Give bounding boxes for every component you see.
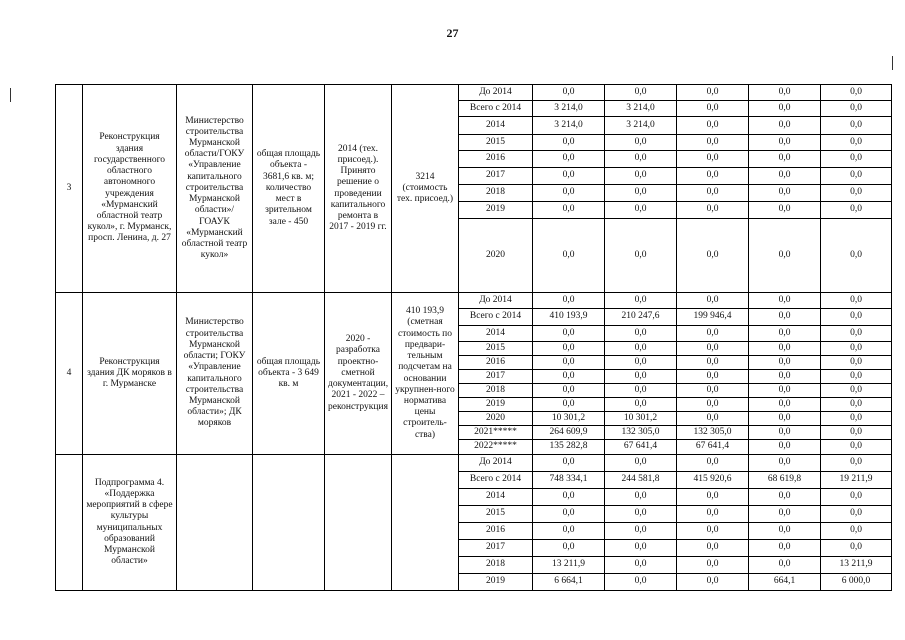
amount-cell: 0,0	[533, 168, 605, 185]
amount-cell: 0,0	[605, 219, 677, 293]
amount-cell: 0,0	[821, 455, 892, 472]
amount-cell: 0,0	[677, 540, 749, 557]
amount-cell: 0,0	[605, 574, 677, 591]
period-cell: Всего с 2014	[459, 472, 533, 489]
amount-cell: 0,0	[605, 202, 677, 219]
period-cell: 2015	[459, 342, 533, 356]
period-cell: До 2014	[459, 293, 533, 309]
amount-cell: 132 305,0	[677, 426, 749, 440]
table-row	[56, 293, 892, 309]
amount-cell: 0,0	[749, 117, 821, 135]
amount-cell: 0,0	[533, 356, 605, 370]
amount-cell: 0,0	[749, 326, 821, 342]
amount-cell: 3 214,0	[605, 117, 677, 135]
customer-cell	[177, 455, 253, 591]
amount-cell: 0,0	[821, 293, 892, 309]
amount-cell: 0,0	[749, 455, 821, 472]
period-cell: До 2014	[459, 455, 533, 472]
amount-cell: 0,0	[821, 151, 892, 168]
amount-cell: 0,0	[533, 185, 605, 202]
amount-cell: 415 920,6	[677, 472, 749, 489]
amount-cell: 0,0	[749, 342, 821, 356]
amount-cell: 0,0	[749, 202, 821, 219]
cost-cell	[392, 455, 459, 591]
amount-cell: 0,0	[749, 356, 821, 370]
amount-cell: 0,0	[605, 168, 677, 185]
period-cell: 2018	[459, 185, 533, 202]
amount-cell: 0,0	[677, 412, 749, 426]
amount-cell: 19 211,9	[821, 472, 892, 489]
amount-cell: 0,0	[677, 384, 749, 398]
capacity-cell: общая площадь объекта - 3681,6 кв. м; количество мест в зрительном зале - 450	[253, 85, 325, 293]
amount-cell: 0,0	[749, 101, 821, 117]
amount-cell: 0,0	[821, 523, 892, 540]
object-name-cell: Подпрограмма 4. «Поддержка мероприятий в сфере культуры муниципальных образований Мурманской области»	[83, 455, 177, 591]
amount-cell: 264 609,9	[533, 426, 605, 440]
amount-cell: 0,0	[533, 398, 605, 412]
amount-cell: 0,0	[605, 506, 677, 523]
amount-cell: 0,0	[605, 455, 677, 472]
amount-cell: 0,0	[605, 356, 677, 370]
amount-cell: 10 301,2	[533, 412, 605, 426]
object-name-cell: Реконструкция здания государственного областного автономного учреждения «Мурманский областной театр кукол», г. Мурманск, просп. Ленина, д. 27	[83, 85, 177, 293]
capacity-cell: общая площадь объекта - 3 649 кв. м	[253, 293, 325, 455]
amount-cell: 0,0	[605, 135, 677, 151]
amount-cell: 0,0	[677, 489, 749, 506]
amount-cell: 0,0	[533, 293, 605, 309]
amount-cell: 0,0	[533, 523, 605, 540]
period-cell: 2017	[459, 168, 533, 185]
amount-cell: 0,0	[677, 455, 749, 472]
amount-cell: 0,0	[605, 540, 677, 557]
amount-cell: 135 282,8	[533, 440, 605, 455]
amount-cell: 0,0	[749, 151, 821, 168]
amount-cell: 0,0	[605, 293, 677, 309]
amount-cell: 0,0	[605, 523, 677, 540]
deadline-cell: 2020 - разработка проектно-сметной документации, 2021 - 2022 – реконструкция	[325, 293, 392, 455]
amount-cell: 0,0	[677, 398, 749, 412]
amount-cell: 0,0	[821, 309, 892, 326]
amount-cell: 0,0	[677, 135, 749, 151]
amount-cell: 0,0	[677, 557, 749, 574]
amount-cell: 0,0	[821, 398, 892, 412]
amount-cell: 0,0	[533, 342, 605, 356]
investment-objects-table	[55, 84, 892, 591]
amount-cell: 0,0	[533, 455, 605, 472]
amount-cell: 0,0	[677, 506, 749, 523]
amount-cell: 0,0	[749, 440, 821, 455]
amount-cell: 0,0	[749, 426, 821, 440]
amount-cell: 0,0	[749, 219, 821, 293]
period-cell: 2014	[459, 117, 533, 135]
amount-cell: 0,0	[677, 326, 749, 342]
amount-cell: 0,0	[821, 506, 892, 523]
scan-margin-mark	[892, 56, 893, 70]
cost-cell: 410 193,9 (сметная стоимость по предвари-тельным подсчетам на основании укрупнен-ного норматива цены строитель-ства)	[392, 293, 459, 455]
period-cell: 2016	[459, 523, 533, 540]
object-name-cell: Реконструкция здания ДК моряков в г. Мурманске	[83, 293, 177, 455]
amount-cell: 0,0	[821, 85, 892, 101]
amount-cell: 0,0	[821, 342, 892, 356]
amount-cell: 0,0	[605, 185, 677, 202]
amount-cell: 0,0	[677, 293, 749, 309]
amount-cell: 6 664,1	[533, 574, 605, 591]
amount-cell: 410 193,9	[533, 309, 605, 326]
cost-cell: 3214 (стоимость тех. присоед.)	[392, 85, 459, 293]
amount-cell: 0,0	[533, 489, 605, 506]
amount-cell: 13 211,9	[821, 557, 892, 574]
amount-cell: 0,0	[533, 540, 605, 557]
amount-cell: 0,0	[677, 101, 749, 117]
amount-cell: 0,0	[749, 309, 821, 326]
amount-cell: 0,0	[749, 523, 821, 540]
amount-cell: 0,0	[821, 135, 892, 151]
amount-cell: 0,0	[533, 85, 605, 101]
amount-cell: 0,0	[677, 185, 749, 202]
period-cell: 2019	[459, 574, 533, 591]
amount-cell: 0,0	[749, 293, 821, 309]
scan-margin-mark	[10, 88, 11, 102]
amount-cell: 0,0	[677, 117, 749, 135]
amount-cell: 6 000,0	[821, 574, 892, 591]
amount-cell: 3 214,0	[533, 101, 605, 117]
amount-cell: 0,0	[821, 219, 892, 293]
amount-cell: 210 247,6	[605, 309, 677, 326]
amount-cell: 3 214,0	[533, 117, 605, 135]
amount-cell: 0,0	[749, 168, 821, 185]
amount-cell: 748 334,1	[533, 472, 605, 489]
amount-cell: 244 581,8	[605, 472, 677, 489]
amount-cell: 0,0	[677, 202, 749, 219]
amount-cell: 199 946,4	[677, 309, 749, 326]
customer-cell: Министерство строительства Мурманской области/ГОКУ «Управление капитального строительства Мурманской области»/ ГОАУК «Мурманский областной театр кукол»	[177, 85, 253, 293]
amount-cell: 0,0	[677, 370, 749, 384]
amount-cell: 0,0	[821, 426, 892, 440]
amount-cell: 0,0	[749, 135, 821, 151]
period-cell: 2017	[459, 540, 533, 557]
period-cell: 2014	[459, 489, 533, 506]
amount-cell: 67 641,4	[677, 440, 749, 455]
amount-cell: 0,0	[821, 168, 892, 185]
amount-cell: 68 619,8	[749, 472, 821, 489]
amount-cell: 0,0	[677, 85, 749, 101]
amount-cell: 0,0	[605, 489, 677, 506]
customer-cell: Министерство строительства Мурманской области; ГОКУ «Управление капитального строительства Мурманской области»; ДК моряков	[177, 293, 253, 455]
amount-cell: 0,0	[677, 168, 749, 185]
period-cell: 2020	[459, 412, 533, 426]
amount-cell: 0,0	[821, 117, 892, 135]
amount-cell: 0,0	[821, 326, 892, 342]
amount-cell: 0,0	[749, 185, 821, 202]
amount-cell: 0,0	[677, 219, 749, 293]
amount-cell: 0,0	[533, 135, 605, 151]
period-cell: 2018	[459, 384, 533, 398]
amount-cell: 0,0	[821, 370, 892, 384]
period-cell: 2022*****	[459, 440, 533, 455]
amount-cell: 0,0	[821, 412, 892, 426]
amount-cell: 0,0	[821, 356, 892, 370]
period-cell: 2016	[459, 151, 533, 168]
amount-cell: 67 641,4	[605, 440, 677, 455]
amount-cell: 0,0	[821, 540, 892, 557]
amount-cell: 0,0	[677, 523, 749, 540]
amount-cell: 0,0	[605, 151, 677, 168]
amount-cell: 10 301,2	[605, 412, 677, 426]
period-cell: 2019	[459, 398, 533, 412]
amount-cell: 0,0	[821, 202, 892, 219]
deadline-cell	[325, 455, 392, 591]
amount-cell: 0,0	[677, 356, 749, 370]
amount-cell: 664,1	[749, 574, 821, 591]
period-cell: Всего с 2014	[459, 309, 533, 326]
period-cell: 2015	[459, 506, 533, 523]
page-number: 27	[446, 26, 459, 40]
amount-cell: 0,0	[533, 151, 605, 168]
amount-cell: 0,0	[821, 384, 892, 398]
period-cell: 2021*****	[459, 426, 533, 440]
amount-cell: 0,0	[749, 540, 821, 557]
amount-cell: 0,0	[677, 574, 749, 591]
period-cell: До 2014	[459, 85, 533, 101]
table-row	[56, 85, 892, 101]
amount-cell: 0,0	[605, 85, 677, 101]
amount-cell: 0,0	[605, 557, 677, 574]
period-cell: 2015	[459, 135, 533, 151]
amount-cell: 0,0	[749, 370, 821, 384]
table-row	[56, 455, 892, 472]
period-cell: 2020	[459, 219, 533, 293]
amount-cell: 0,0	[605, 370, 677, 384]
amount-cell: 0,0	[749, 85, 821, 101]
amount-cell: 0,0	[677, 151, 749, 168]
period-cell: 2016	[459, 356, 533, 370]
period-cell: 2017	[459, 370, 533, 384]
amount-cell: 0,0	[749, 384, 821, 398]
amount-cell: 0,0	[533, 326, 605, 342]
amount-cell: 0,0	[533, 506, 605, 523]
amount-cell: 132 305,0	[605, 426, 677, 440]
amount-cell: 0,0	[749, 506, 821, 523]
period-cell: Всего с 2014	[459, 101, 533, 117]
deadline-cell: 2014 (тех. присоед.). Принято решение о проведении капитального ремонта в 2017 - 2019 гг.	[325, 85, 392, 293]
capacity-cell	[253, 455, 325, 591]
amount-cell: 0,0	[749, 398, 821, 412]
amount-cell: 0,0	[605, 342, 677, 356]
object-number-cell	[56, 455, 83, 591]
object-number-cell: 3	[56, 85, 83, 293]
amount-cell: 0,0	[821, 185, 892, 202]
period-cell: 2018	[459, 557, 533, 574]
amount-cell: 0,0	[821, 101, 892, 117]
amount-cell: 0,0	[605, 384, 677, 398]
amount-cell: 0,0	[533, 370, 605, 384]
amount-cell: 0,0	[533, 219, 605, 293]
amount-cell: 0,0	[605, 326, 677, 342]
amount-cell: 0,0	[821, 489, 892, 506]
amount-cell: 0,0	[533, 202, 605, 219]
amount-cell: 13 211,9	[533, 557, 605, 574]
amount-cell: 0,0	[533, 384, 605, 398]
object-number-cell: 4	[56, 293, 83, 455]
amount-cell: 0,0	[749, 412, 821, 426]
amount-cell: 0,0	[605, 398, 677, 412]
amount-cell: 0,0	[677, 342, 749, 356]
amount-cell: 0,0	[749, 557, 821, 574]
period-cell: 2014	[459, 326, 533, 342]
period-cell: 2019	[459, 202, 533, 219]
amount-cell: 3 214,0	[605, 101, 677, 117]
amount-cell: 0,0	[821, 440, 892, 455]
amount-cell: 0,0	[749, 489, 821, 506]
